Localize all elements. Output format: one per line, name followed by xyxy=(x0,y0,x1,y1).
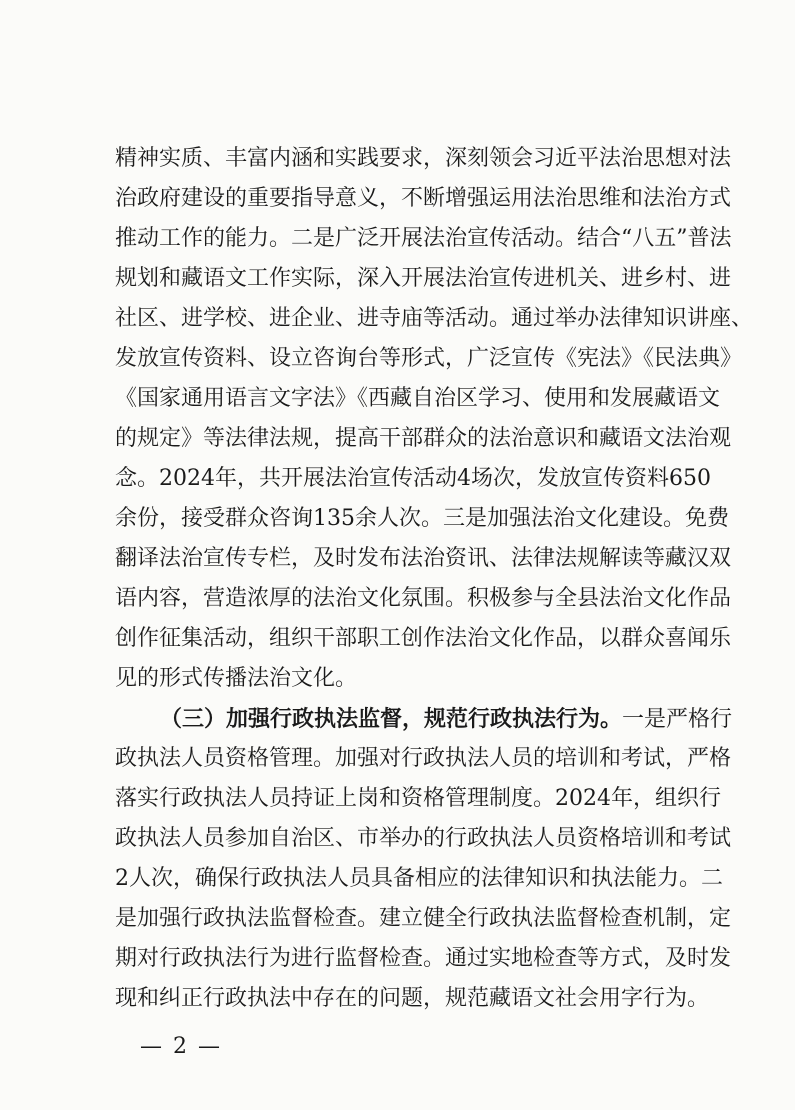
section-first-line-rest: 一是严格行 xyxy=(622,707,733,732)
text-line: 社区、进学校、进企业、进寺庙等活动。通过举办法律知识讲座、 xyxy=(115,306,754,331)
text-line: 是加强行政执法监督检查。建立健全行政执法监督检查机制，定 xyxy=(115,906,732,931)
text-line: 的规定》等法律法规，提高干部群众的法治意识和藏语文法治观 xyxy=(115,426,732,451)
text-line: 余份，接受群众咨询135余人次。三是加强法治文化建设。免费 xyxy=(115,506,729,531)
section-first-line xyxy=(160,702,733,736)
text-line: 翻译法治宣传专栏，及时发布法治资讯、法律法规解读等藏汉双 xyxy=(115,546,732,571)
text-line: 政执法人员参加自治区、市举办的行政执法人员资格培训和考试 xyxy=(115,826,732,851)
text-line: 创作征集活动，组织干部职工创作法治文化作品，以群众喜闻乐 xyxy=(115,626,732,651)
text-line: 推动工作的能力。二是广泛开展法治宣传活动。结合“八五”普法 xyxy=(115,226,732,251)
text-line: 期对行政执法行为进行监督检查。通过实地检查等方式，及时发 xyxy=(115,946,732,971)
text-line: 《国家通用语言文字法》《西藏自治区学习、使用和发展藏语文 xyxy=(115,386,721,411)
page-number: — 2 — xyxy=(140,1034,222,1059)
text-line: 精神实质、丰富内涵和实践要求，深刻领会习近平法治思想对法 xyxy=(115,146,732,171)
text-line: 落实行政执法人员持证上岗和资格管理制度。2024年，组织行 xyxy=(115,786,721,811)
text-line: 发放宣传资料、设立咨询台等形式，广泛宣传《宪法》《民法典》 xyxy=(115,346,743,371)
text-line: 念。2024年，共开展法治宣传活动4场次，发放宣传资料650 xyxy=(115,466,711,491)
text-line: 语内容，营造浓厚的法治文化氛围。积极参与全县法治文化作品 xyxy=(115,586,732,611)
text-line: 现和纠正行政执法中存在的问题，规范藏语文社会用字行为。 xyxy=(115,986,710,1011)
text-line: 2人次，确保行政执法人员具备相应的法律知识和执法能力。二 xyxy=(115,866,723,891)
section-heading: （三）加强行政执法监督，规范行政执法行为。 xyxy=(160,706,623,732)
text-line: 见的形式传播法治文化。 xyxy=(115,666,358,691)
text-line: 规划和藏语文工作实际，深入开展法治宣传进机关、进乡村、进 xyxy=(115,266,732,291)
text-line: 治政府建设的重要指导意义，不断增强运用法治思维和法治方式 xyxy=(115,186,732,211)
text-line: 政执法人员资格管理。加强对行政执法人员的培训和考试，严格 xyxy=(115,746,732,771)
